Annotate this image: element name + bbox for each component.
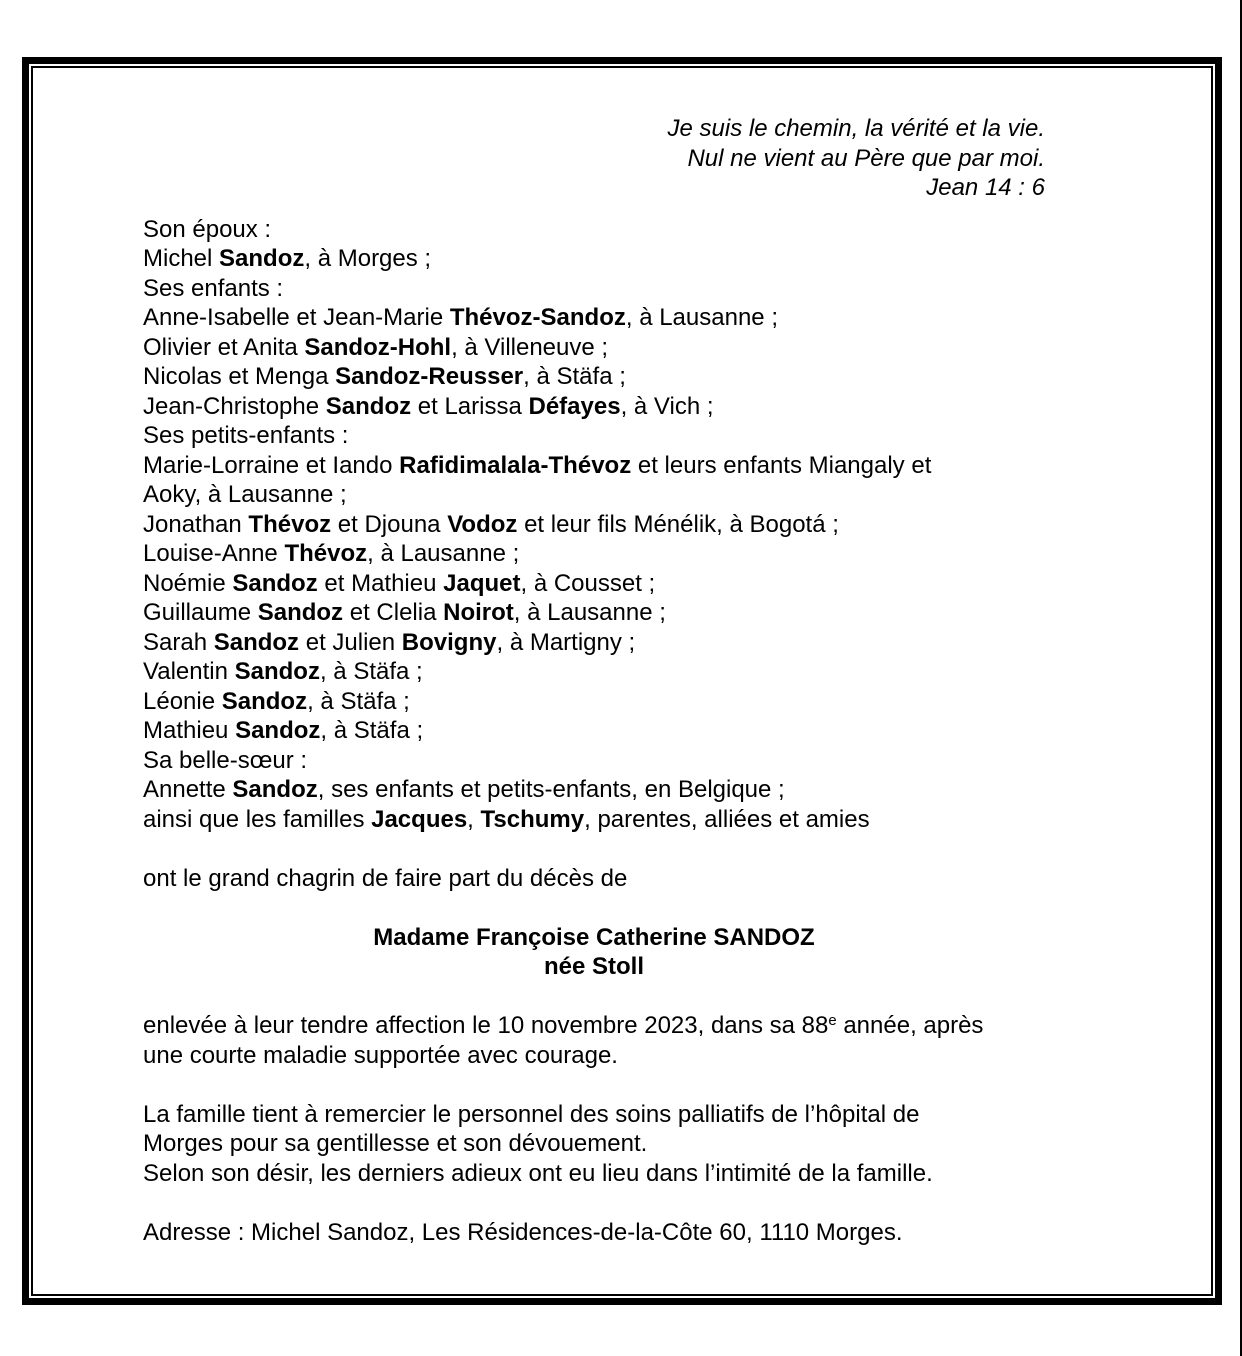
text-line: Olivier et Anita Sandoz-Hohl, à Villeneuve ; [143, 333, 609, 361]
text-line: Marie-Lorraine et Iando Rafidimalala-Thévoz et leurs enfants Miangaly et [143, 451, 932, 479]
deceased-maiden-name: née Stoll [543, 953, 645, 980]
text-line: enlevée à leur tendre affection le 10 novembre 2023, dans sa 88e année, après [143, 1012, 984, 1039]
text-line: ont le grand chagrin de faire part du décès de [143, 864, 628, 892]
document-inner-border [31, 66, 1213, 1296]
text-line: Léonie Sandoz, à Stäfa ; [143, 687, 410, 715]
death-paragraph [143, 1011, 1045, 1070]
text-line: Aoky, à Lausanne ; [143, 481, 347, 508]
document-content [33, 68, 1211, 1247]
text-line: Je suis le chemin, la vérité et la vie. [667, 115, 1045, 142]
text-line: Guillaume Sandoz et Clelia Noirot, à Lausanne ; [143, 599, 666, 626]
address-paragraph [143, 1218, 1045, 1248]
text-line: Mathieu Sandoz, à Stäfa ; [143, 717, 424, 744]
text-line: Jean-Christophe Sandoz et Larissa Défayes, à Vich ; [143, 392, 714, 420]
text-line: La famille tient à remercier le personnel des soins palliatifs de l’hôpital de [143, 1100, 920, 1128]
text-line: ainsi que les familles Jacques, Tschumy, parentes, alliées et amies [143, 805, 870, 833]
text-line: Valentin Sandoz, à Stäfa ; [143, 658, 423, 685]
text-line: Sa belle-sœur : [143, 746, 308, 774]
announcement-intro [143, 864, 1045, 894]
text-line: une courte maladie supportée avec courage. [143, 1041, 618, 1069]
text-line: Ses enfants : [143, 274, 284, 302]
text-line: Michel Sandoz, à Morges ; [143, 245, 432, 272]
text-line: Nul ne vient au Père que par moi. [687, 144, 1045, 172]
deceased-name-block [143, 923, 1045, 982]
text-line: Noémie Sandoz et Mathieu Jaquet, à Cousset ; [143, 569, 656, 597]
address-line: Adresse : Michel Sandoz, Les Résidences-de-la-Côte 60, 1110 Morges. [143, 1218, 903, 1246]
document-outer-border [22, 57, 1222, 1305]
text-line: Ses petits-enfants : [143, 422, 349, 449]
text-line: Anne-Isabelle et Jean-Marie Thévoz-Sandoz, à Lausanne ; [143, 304, 778, 331]
text-line: Jonathan Thévoz et Djouna Vodoz et leur fils Ménélik, à Bogotá ; [143, 510, 839, 538]
text-line: Louise-Anne Thévoz, à Lausanne ; [143, 540, 520, 567]
family-list [143, 215, 1045, 835]
text-line: Selon son désir, les derniers adieux ont eu lieu dans l’intimité de la famille. [143, 1159, 933, 1187]
thanks-paragraph [143, 1100, 1045, 1189]
text-line: Jean 14 : 6 [926, 174, 1045, 201]
text-line: Sarah Sandoz et Julien Bovigny, à Martigny ; [143, 628, 636, 656]
text-line: Nicolas et Menga Sandoz-Reusser, à Stäfa ; [143, 363, 626, 390]
text-line: Morges pour sa gentillesse et son dévouement. [143, 1130, 648, 1157]
text-line: Son époux : [143, 215, 272, 243]
bible-quote [143, 114, 1045, 203]
deceased-name: Madame Françoise Catherine SANDOZ [373, 923, 815, 951]
text-line: Annette Sandoz, ses enfants et petits-enfants, en Belgique ; [143, 776, 785, 803]
